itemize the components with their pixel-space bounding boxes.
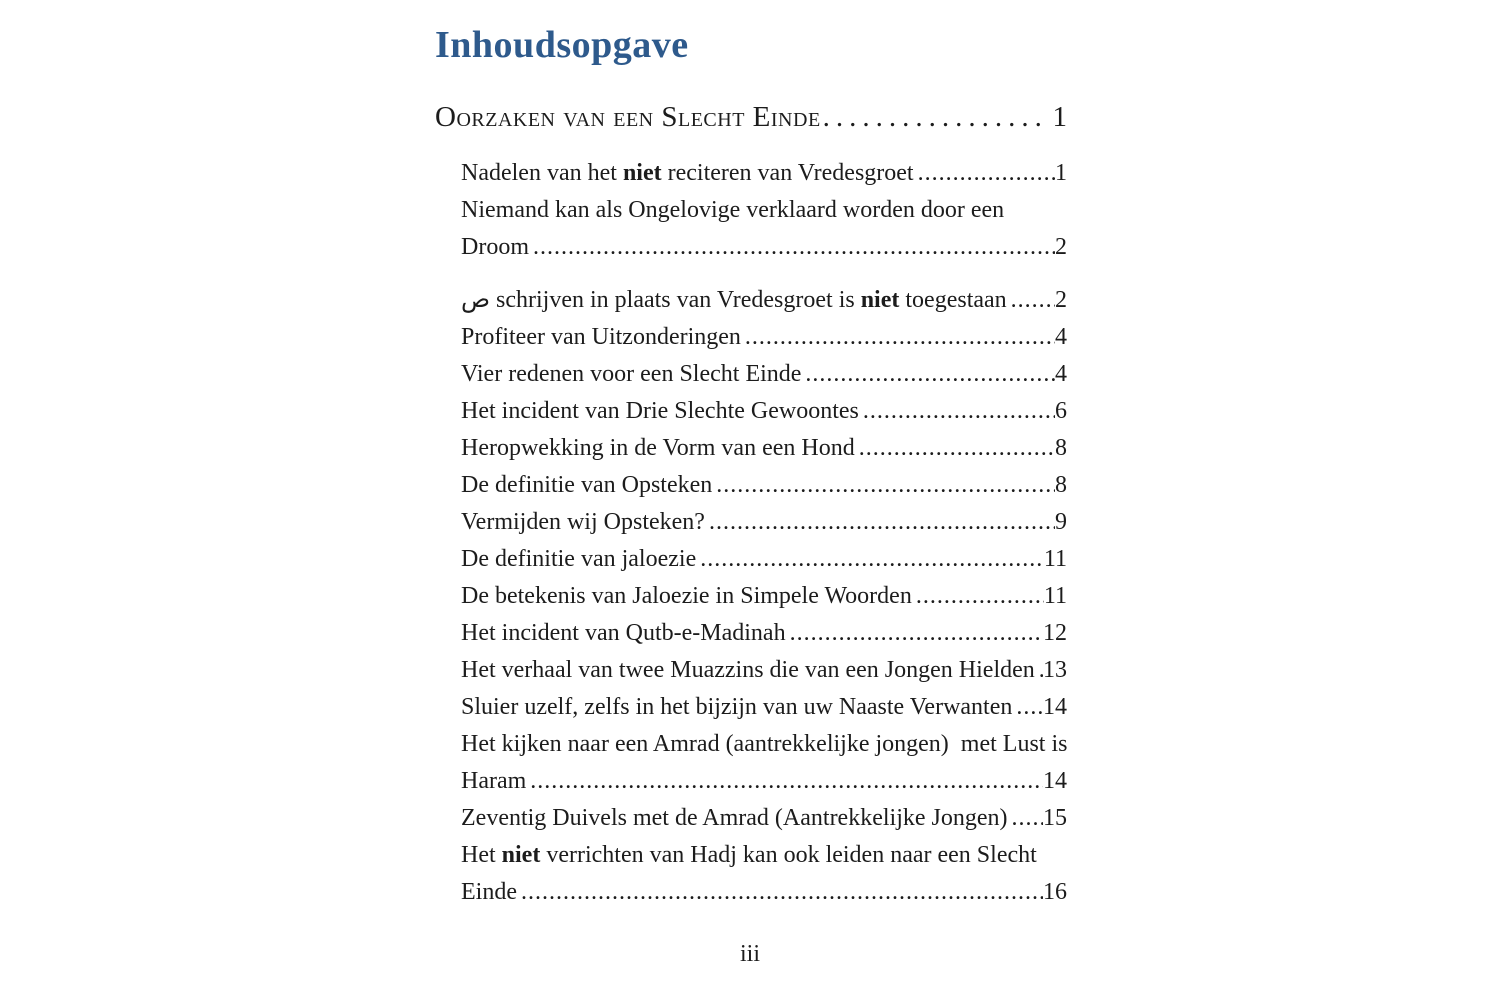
- dot-leader: [741, 319, 1055, 356]
- toc-entry[interactable]: [461, 689, 1067, 726]
- toc-entry-text: Het kijken naar een Amrad (aantrekkelijke jongen) met Lust is: [461, 731, 1068, 757]
- page-number: 14: [1043, 768, 1067, 794]
- dot-leader: [705, 504, 1055, 541]
- toc-entry-line: [461, 192, 1067, 229]
- toc-entry[interactable]: [461, 155, 1067, 192]
- page-number: 13: [1043, 657, 1067, 683]
- toc-entry-line: [461, 393, 1067, 430]
- toc-entries: [435, 155, 1067, 911]
- dot-leader: [712, 467, 1055, 504]
- dot-leader: [529, 229, 1055, 266]
- toc-entry[interactable]: [461, 726, 1067, 800]
- dot-leader: [914, 155, 1055, 192]
- toc-entry-line: [461, 689, 1067, 726]
- dot-leader: [855, 430, 1055, 467]
- toc-heading[interactable]: [435, 98, 1067, 136]
- toc-entry[interactable]: [461, 615, 1067, 652]
- toc-entry[interactable]: [461, 578, 1067, 615]
- toc-entry[interactable]: [461, 541, 1067, 578]
- page-number: 8: [1055, 472, 1067, 498]
- dot-leader: [801, 356, 1055, 393]
- toc-heading-page-number: 1: [1052, 101, 1067, 133]
- toc-entry-line: [461, 467, 1067, 504]
- page-number: 2: [1055, 287, 1067, 313]
- toc-entry-line: [461, 356, 1067, 393]
- page-number: 11: [1043, 583, 1067, 609]
- toc-entry-text: De definitie van Opsteken: [461, 472, 713, 498]
- page-number: 1: [1055, 160, 1067, 186]
- toc-entry-text: De betekenis van Jaloezie in Simpele Woorden: [461, 583, 912, 609]
- dot-leader: [1012, 689, 1043, 726]
- toc-entry-line: [461, 155, 1067, 192]
- toc-entry-line: [461, 578, 1067, 615]
- toc-entry[interactable]: [461, 504, 1067, 541]
- page-number: 6: [1055, 398, 1067, 424]
- toc-entry-text: Nadelen van het niet reciteren van Vredesgroet: [461, 160, 914, 186]
- page-number: 4: [1055, 361, 1067, 387]
- toc-entry-text: ص schrijven in plaats van Vredesgroet is niet toegestaan: [461, 287, 1007, 313]
- dot-leader: [821, 98, 1043, 136]
- toc-entry[interactable]: [461, 430, 1067, 467]
- dot-leader: [696, 541, 1044, 578]
- page-title: Inhoudsopgave: [435, 24, 689, 66]
- toc-entry-line: [461, 541, 1067, 578]
- page-number: 2: [1055, 234, 1067, 260]
- toc-entry-line: [461, 874, 1067, 911]
- dot-leader: [517, 874, 1043, 911]
- toc-entry-text: Profiteer van Uitzonderingen: [461, 324, 741, 350]
- page-number: 14: [1043, 694, 1067, 720]
- content-column: [435, 22, 1067, 911]
- page-number: 16: [1043, 879, 1067, 905]
- toc-entry-line: [461, 837, 1067, 874]
- toc-entry-text: De definitie van jaloezie: [461, 546, 697, 572]
- dot-leader: [1035, 652, 1043, 689]
- page-number: 8: [1055, 435, 1067, 461]
- toc-entry[interactable]: [461, 356, 1067, 393]
- page-number: 4: [1055, 324, 1067, 350]
- toc-entry[interactable]: [461, 800, 1067, 837]
- toc-entry-text: Sluier uzelf, zelfs in het bijzijn van uw Naaste Verwanten: [461, 694, 1013, 720]
- toc-entry-text: Het niet verrichten van Hadj kan ook leiden naar een Slecht: [461, 842, 1037, 868]
- toc-entry[interactable]: [461, 467, 1067, 504]
- toc-entry-text: Haram: [461, 768, 527, 794]
- toc-entry-text: Het verhaal van twee Muazzins die van een Jongen Hielden: [461, 657, 1035, 683]
- dot-leader: [859, 393, 1055, 430]
- toc-entry[interactable]: [461, 652, 1067, 689]
- toc-entry-text: Einde: [461, 879, 517, 905]
- toc-entry-line: [461, 282, 1067, 319]
- toc-entry-line: [461, 229, 1067, 266]
- toc-entry[interactable]: [461, 192, 1067, 266]
- dot-leader: [1007, 282, 1055, 319]
- toc-entry[interactable]: [461, 282, 1067, 319]
- toc-entry-line: [461, 652, 1067, 689]
- toc-entry[interactable]: [461, 393, 1067, 430]
- dot-leader: [912, 578, 1044, 615]
- toc-entry-text: Vier redenen voor een Slecht Einde: [461, 361, 802, 387]
- toc-entry-line: [461, 430, 1067, 467]
- toc-entry-text: Zeventig Duivels met de Amrad (Aantrekkelijke Jongen): [461, 805, 1008, 831]
- toc-heading-label: Oorzaken van een Slecht Einde: [435, 101, 821, 133]
- toc-entry-text: Het incident van Qutb-e-Madinah: [461, 620, 786, 646]
- dot-leader: [526, 763, 1043, 800]
- toc-entry-text: Het incident van Drie Slechte Gewoontes: [461, 398, 859, 424]
- footer-page-number: iii: [739, 941, 760, 967]
- toc-entry-line: [461, 615, 1067, 652]
- toc-entry-line: [461, 726, 1067, 763]
- toc-entry-line: [461, 319, 1067, 356]
- page-number: 15: [1043, 805, 1067, 831]
- toc-entry-line: [461, 504, 1067, 541]
- page-number: 9: [1055, 509, 1067, 535]
- dot-leader: [786, 615, 1043, 652]
- toc-entry-line: [461, 763, 1067, 800]
- toc-entry[interactable]: [461, 319, 1067, 356]
- toc-entry-text: Vermijden wij Opsteken?: [461, 509, 705, 535]
- dot-leader: [1008, 800, 1043, 837]
- page-number: 11: [1043, 546, 1067, 572]
- toc-entry-text: Droom: [461, 234, 529, 260]
- toc-entry-line: [461, 800, 1067, 837]
- page-number: 12: [1043, 620, 1067, 646]
- toc-entry[interactable]: [461, 837, 1067, 911]
- toc-entry-text: Niemand kan als Ongelovige verklaard worden door een: [461, 197, 1005, 223]
- toc-entry-text: Heropwekking in de Vorm van een Hond: [461, 435, 855, 461]
